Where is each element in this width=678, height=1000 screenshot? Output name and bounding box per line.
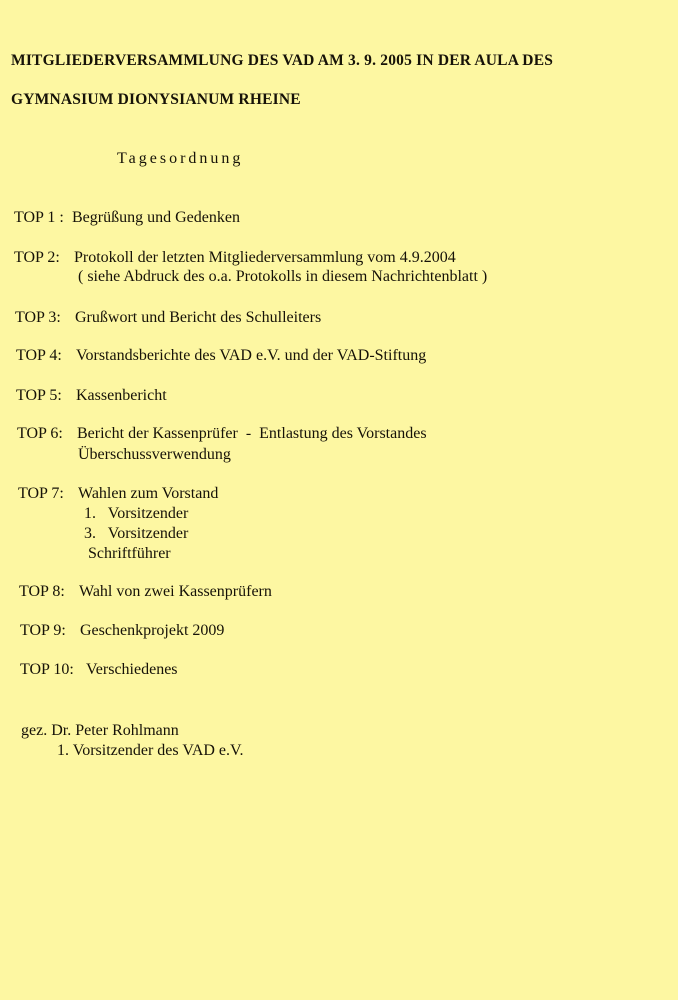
agenda-subitem: 1. Vorsitzender [84,505,189,522]
agenda-label: TOP 1 : [14,209,64,226]
agenda-text: Grußwort und Bericht des Schulleiters [75,309,322,326]
agenda-label: TOP 10: [20,661,74,678]
agenda-text: Verschiedenes [86,661,178,678]
agenda-text: Wahlen zum Vorstand [78,485,219,502]
signature-name: gez. Dr. Peter Rohlmann [21,722,179,739]
agenda-text: Vorstandsberichte des VAD e.V. und der VAD-Stiftung [76,347,427,364]
agenda-label: TOP 8: [19,583,65,600]
agenda-subitem: Schriftführer [88,545,171,562]
agenda-text: Bericht der Kassenprüfer - Entlastung des Vorstandes [77,425,427,442]
agenda-text: Begrüßung und Gedenken [72,209,240,226]
agenda-label: TOP 9: [20,622,66,639]
agenda-label: TOP 4: [16,347,62,364]
agenda-heading: Tagesordnung [117,150,244,167]
agenda-subtext: Überschussverwendung [78,446,231,463]
agenda-subtext: ( siehe Abdruck des o.a. Protokolls in diesem Nachrichtenblatt ) [78,268,488,285]
agenda-label: TOP 5: [16,387,62,404]
agenda-label: TOP 3: [15,309,61,326]
agenda-text: Kassenbericht [76,387,167,404]
signature-role: 1. Vorsitzender des VAD e.V. [57,742,244,759]
title-line-1: MITGLIEDERVERSAMMLUNG DES VAD AM 3. 9. 2005 IN DER AULA DES [11,52,554,69]
agenda-subitem: 3. Vorsitzender [84,525,189,542]
agenda-text: Wahl von zwei Kassenprüfern [79,583,272,600]
agenda-label: TOP 2: [14,249,60,266]
title-line-2: GYMNASIUM DIONYSIANUM RHEINE [11,91,301,108]
agenda-text: Protokoll der letzten Mitgliederversammlung vom 4.9.2004 [74,249,456,266]
agenda-label: TOP 7: [18,485,64,502]
agenda-text: Geschenkprojekt 2009 [80,622,225,639]
agenda-label: TOP 6: [17,425,63,442]
